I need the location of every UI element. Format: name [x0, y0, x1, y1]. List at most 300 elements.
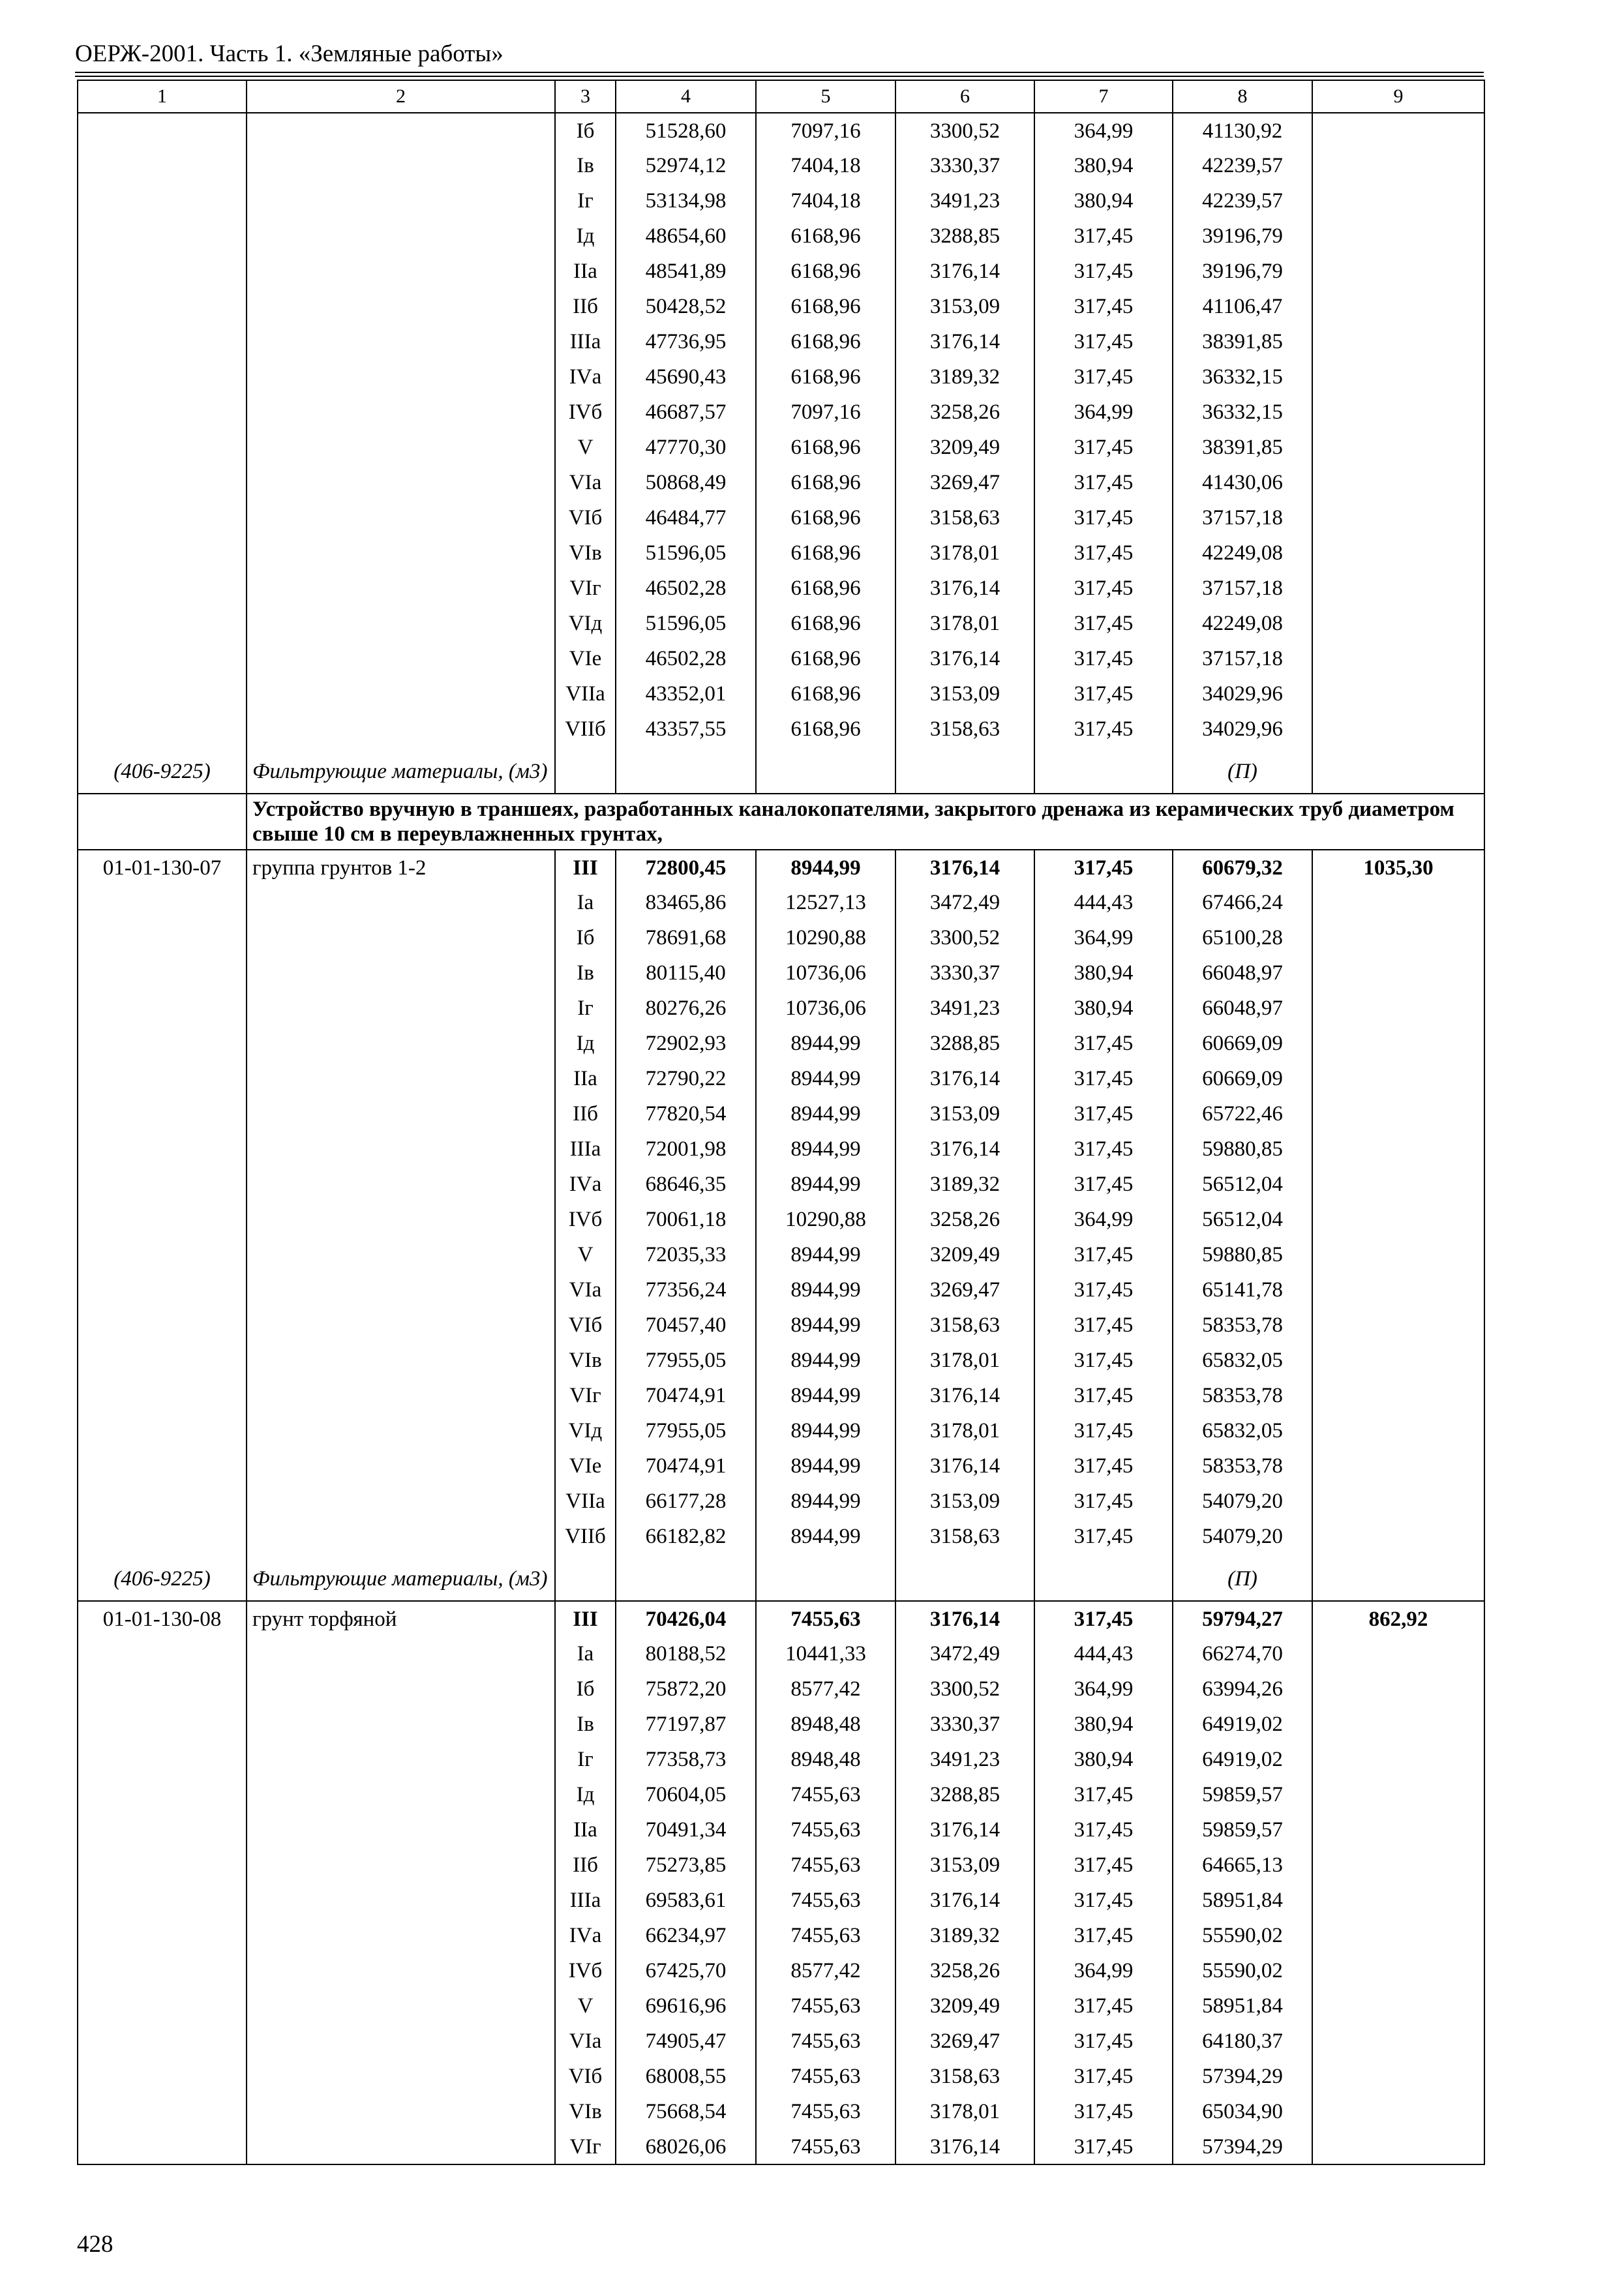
total-cost: 66177,28 — [616, 1484, 756, 1519]
empty-cell — [247, 465, 555, 500]
empty-cell — [78, 1883, 247, 1918]
empty-cell — [247, 289, 555, 324]
machinist-wages: 317,45 — [1034, 1448, 1173, 1484]
machinist-wages: 380,94 — [1034, 991, 1173, 1026]
wages: 7404,18 — [756, 183, 895, 218]
machinist-wages: 317,45 — [1034, 1918, 1173, 1953]
empty-cell — [1312, 1671, 1484, 1707]
machine-operation: 3491,23 — [895, 991, 1034, 1026]
machinist-wages: 317,45 — [1034, 1308, 1173, 1343]
soil-group: VIб — [555, 1308, 616, 1343]
soil-group: Iб — [555, 1671, 616, 1707]
total-cost: 46484,77 — [616, 500, 756, 535]
empty-cell — [1312, 2094, 1484, 2129]
wages: 6168,96 — [756, 500, 895, 535]
table-row — [78, 606, 1484, 641]
empty-cell — [1312, 148, 1484, 183]
soil-group: VIв — [555, 535, 616, 571]
machinist-wages: 317,45 — [1034, 1848, 1173, 1883]
empty-cell — [78, 2094, 247, 2129]
empty-cell — [78, 1096, 247, 1131]
wages: 6168,96 — [756, 254, 895, 289]
machinist-wages: 380,94 — [1034, 148, 1173, 183]
empty-cell — [78, 1308, 247, 1343]
soil-group: Iд — [555, 218, 616, 254]
machinist-wages: 317,45 — [1034, 2094, 1173, 2129]
empty-cell — [78, 500, 247, 535]
empty-cell — [247, 641, 555, 676]
empty-cell — [247, 1484, 555, 1519]
table-row — [78, 1202, 1484, 1237]
machine-operation: 3176,14 — [895, 1601, 1034, 1636]
machinist-wages: 317,45 — [1034, 1131, 1173, 1167]
machine-operation: 3158,63 — [895, 2059, 1034, 2094]
empty-cell — [247, 1812, 555, 1848]
empty-cell — [1312, 324, 1484, 359]
section-title: Устройство вручную в траншеях, разработанных каналокопателями, закрытого дренажа из керамических труб диаметром свыше 10 см в переувлажненных грунтах, — [247, 794, 1484, 850]
machine-operation: 3178,01 — [895, 535, 1034, 571]
machinist-wages: 317,45 — [1034, 359, 1173, 395]
machinist-wages: 364,99 — [1034, 1953, 1173, 1988]
empty-cell — [247, 1096, 555, 1131]
wages: 8944,99 — [756, 1167, 895, 1202]
table-row — [78, 1848, 1484, 1883]
empty-cell — [247, 1343, 555, 1378]
empty-cell — [247, 1777, 555, 1812]
empty-cell — [78, 1988, 247, 2024]
soil-group: Iб — [555, 920, 616, 955]
total-cost: 72800,45 — [616, 850, 756, 885]
materials: 58353,78 — [1173, 1378, 1312, 1413]
total-cost: 69583,61 — [616, 1883, 756, 1918]
machine-operation: 3330,37 — [895, 955, 1034, 991]
empty-cell — [78, 955, 247, 991]
total-cost: 77820,54 — [616, 1096, 756, 1131]
empty-cell — [247, 2129, 555, 2164]
machine-operation: 3209,49 — [895, 1988, 1034, 2024]
empty-cell — [78, 1812, 247, 1848]
empty-cell — [1312, 1096, 1484, 1131]
wages: 7455,63 — [756, 1988, 895, 2024]
empty-cell — [78, 1918, 247, 1953]
empty-cell — [1312, 1742, 1484, 1777]
machinist-wages: 380,94 — [1034, 1742, 1173, 1777]
table-row — [78, 1601, 1484, 1636]
soil-group: Iв — [555, 1707, 616, 1742]
machine-operation: 3178,01 — [895, 1343, 1034, 1378]
materials: 41430,06 — [1173, 465, 1312, 500]
wages: 7455,63 — [756, 2129, 895, 2164]
soil-group: VIг — [555, 571, 616, 606]
empty-cell — [555, 747, 616, 794]
wages: 10290,88 — [756, 920, 895, 955]
total-cost: 43357,55 — [616, 711, 756, 747]
soil-group: VIа — [555, 1272, 616, 1308]
table-row — [78, 465, 1484, 500]
soil-group: Iг — [555, 1742, 616, 1777]
total-cost: 47736,95 — [616, 324, 756, 359]
materials: 37157,18 — [1173, 571, 1312, 606]
machine-operation: 3176,14 — [895, 1883, 1034, 1918]
empty-cell — [616, 747, 756, 794]
materials: 37157,18 — [1173, 500, 1312, 535]
table-row — [78, 1519, 1484, 1554]
empty-cell — [78, 2129, 247, 2164]
soil-group: IIIа — [555, 324, 616, 359]
table-row — [78, 289, 1484, 324]
empty-cell — [78, 1519, 247, 1554]
materials: 34029,96 — [1173, 676, 1312, 711]
table-row — [78, 1742, 1484, 1777]
materials: 41130,92 — [1173, 113, 1312, 148]
soil-group: VIб — [555, 500, 616, 535]
empty-cell — [1312, 254, 1484, 289]
soil-group: VIIб — [555, 711, 616, 747]
materials: 60669,09 — [1173, 1026, 1312, 1061]
machinist-wages: 380,94 — [1034, 955, 1173, 991]
empty-cell — [78, 465, 247, 500]
total-cost: 53134,98 — [616, 183, 756, 218]
machine-operation: 3189,32 — [895, 1918, 1034, 1953]
empty-cell — [247, 1848, 555, 1883]
empty-cell — [78, 535, 247, 571]
machinist-wages: 317,45 — [1034, 711, 1173, 747]
empty-cell — [895, 747, 1034, 794]
total-cost: 75273,85 — [616, 1848, 756, 1883]
empty-cell — [247, 1953, 555, 1988]
machinist-wages: 317,45 — [1034, 2059, 1173, 2094]
empty-cell — [247, 218, 555, 254]
empty-cell — [247, 254, 555, 289]
wages: 8944,99 — [756, 1061, 895, 1096]
table-row — [78, 991, 1484, 1026]
empty-cell — [247, 1636, 555, 1671]
empty-cell — [247, 1707, 555, 1742]
materials: 59859,57 — [1173, 1812, 1312, 1848]
soil-group: VIIа — [555, 676, 616, 711]
soil-group: IIIа — [555, 1131, 616, 1167]
machine-operation: 3153,09 — [895, 1484, 1034, 1519]
wages: 6168,96 — [756, 606, 895, 641]
table-row — [78, 1953, 1484, 1988]
total-cost: 50428,52 — [616, 289, 756, 324]
empty-cell — [1312, 1202, 1484, 1237]
machinist-wages: 317,45 — [1034, 218, 1173, 254]
machinist-wages: 317,45 — [1034, 676, 1173, 711]
materials: 58353,78 — [1173, 1308, 1312, 1343]
total-cost: 51596,05 — [616, 606, 756, 641]
empty-cell — [78, 885, 247, 920]
table-row — [78, 1167, 1484, 1202]
materials: 67466,24 — [1173, 885, 1312, 920]
machine-operation: 3176,14 — [895, 850, 1034, 885]
empty-cell — [247, 1413, 555, 1448]
machine-operation: 3158,63 — [895, 1308, 1034, 1343]
soil-group: VIд — [555, 606, 616, 641]
soil-group: IIб — [555, 289, 616, 324]
section-title-row — [78, 794, 1484, 850]
rate-code: 01-01-130-07 — [78, 850, 247, 885]
materials: 41106,47 — [1173, 289, 1312, 324]
empty-cell — [247, 324, 555, 359]
wages: 8944,99 — [756, 1519, 895, 1554]
soil-group: IVа — [555, 1918, 616, 1953]
machinist-wages: 317,45 — [1034, 1167, 1173, 1202]
soil-group: IVа — [555, 1167, 616, 1202]
empty-cell — [247, 991, 555, 1026]
table-row — [78, 218, 1484, 254]
soil-group: Iд — [555, 1026, 616, 1061]
wages: 10736,06 — [756, 955, 895, 991]
soil-group: VIв — [555, 1343, 616, 1378]
empty-cell — [1312, 1272, 1484, 1308]
soil-group: IVа — [555, 359, 616, 395]
total-cost: 77955,05 — [616, 1413, 756, 1448]
filter-resource-code: (406-9225) — [78, 1554, 247, 1601]
empty-cell — [78, 794, 247, 850]
empty-cell — [78, 1777, 247, 1812]
materials: 34029,96 — [1173, 711, 1312, 747]
table-row — [78, 1343, 1484, 1378]
machinist-wages: 317,45 — [1034, 1519, 1173, 1554]
filter-materials-row — [78, 747, 1484, 794]
materials: 60679,32 — [1173, 850, 1312, 885]
materials: 57394,29 — [1173, 2129, 1312, 2164]
soil-group: IVб — [555, 395, 616, 430]
wages: 6168,96 — [756, 359, 895, 395]
machinist-wages: 317,45 — [1034, 850, 1173, 885]
empty-cell — [1312, 1554, 1484, 1601]
labor-cost: 1035,30 — [1312, 850, 1484, 885]
wages: 7455,63 — [756, 1918, 895, 1953]
machinist-wages: 317,45 — [1034, 1777, 1173, 1812]
empty-cell — [1312, 113, 1484, 148]
table-row — [78, 641, 1484, 676]
empty-cell — [78, 711, 247, 747]
empty-cell — [78, 324, 247, 359]
empty-cell — [1312, 1237, 1484, 1272]
soil-group: VIIб — [555, 1519, 616, 1554]
empty-cell — [78, 359, 247, 395]
empty-cell — [1312, 920, 1484, 955]
filter-resource-unit: (П) — [1173, 1554, 1312, 1601]
total-cost: 51596,05 — [616, 535, 756, 571]
total-cost: 70474,91 — [616, 1448, 756, 1484]
table-row — [78, 2059, 1484, 2094]
materials: 39196,79 — [1173, 254, 1312, 289]
empty-cell — [78, 676, 247, 711]
materials: 37157,18 — [1173, 641, 1312, 676]
soil-group: VIIа — [555, 1484, 616, 1519]
machine-operation: 3491,23 — [895, 1742, 1034, 1777]
machine-operation: 3153,09 — [895, 1848, 1034, 1883]
empty-cell — [247, 885, 555, 920]
filter-resource-name: Фильтрующие материалы, (м3) — [247, 747, 555, 794]
empty-cell — [78, 148, 247, 183]
machine-operation: 3158,63 — [895, 711, 1034, 747]
column-number: 3 — [555, 80, 616, 113]
total-cost: 70457,40 — [616, 1308, 756, 1343]
column-number: 9 — [1312, 80, 1484, 113]
wages: 6168,96 — [756, 641, 895, 676]
soil-group: Iа — [555, 885, 616, 920]
table-row — [78, 395, 1484, 430]
materials: 42249,08 — [1173, 606, 1312, 641]
machine-operation: 3176,14 — [895, 641, 1034, 676]
rate-name: грунт торфяной — [247, 1601, 555, 1636]
materials: 38391,85 — [1173, 324, 1312, 359]
total-cost: 66182,82 — [616, 1519, 756, 1554]
empty-cell — [78, 1707, 247, 1742]
table-row — [78, 2129, 1484, 2164]
empty-cell — [78, 920, 247, 955]
table-row — [78, 2094, 1484, 2129]
materials: 56512,04 — [1173, 1202, 1312, 1237]
soil-group: V — [555, 1237, 616, 1272]
empty-cell — [1034, 1554, 1173, 1601]
column-number: 4 — [616, 80, 756, 113]
empty-cell — [616, 1554, 756, 1601]
soil-group: V — [555, 1988, 616, 2024]
empty-cell — [247, 1378, 555, 1413]
total-cost: 66234,97 — [616, 1918, 756, 1953]
machine-operation: 3491,23 — [895, 183, 1034, 218]
soil-group: V — [555, 430, 616, 465]
machine-operation: 3153,09 — [895, 1096, 1034, 1131]
table-row — [78, 359, 1484, 395]
empty-cell — [1312, 1131, 1484, 1167]
rate-code: 01-01-130-08 — [78, 1601, 247, 1636]
machinist-wages: 317,45 — [1034, 641, 1173, 676]
empty-cell — [1312, 1636, 1484, 1671]
materials: 65141,78 — [1173, 1272, 1312, 1308]
empty-cell — [1312, 1519, 1484, 1554]
wages: 8948,48 — [756, 1707, 895, 1742]
total-cost: 77955,05 — [616, 1343, 756, 1378]
empty-cell — [247, 183, 555, 218]
materials: 57394,29 — [1173, 2059, 1312, 2094]
table-row — [78, 1812, 1484, 1848]
empty-cell — [1312, 2059, 1484, 2094]
empty-cell — [1312, 1308, 1484, 1343]
table-row — [78, 254, 1484, 289]
machine-operation: 3176,14 — [895, 2129, 1034, 2164]
machine-operation: 3176,14 — [895, 1131, 1034, 1167]
empty-cell — [1312, 500, 1484, 535]
empty-cell — [1312, 2024, 1484, 2059]
empty-cell — [247, 1671, 555, 1707]
soil-group: III — [555, 850, 616, 885]
machine-operation: 3269,47 — [895, 1272, 1034, 1308]
machine-operation: 3288,85 — [895, 218, 1034, 254]
total-cost: 43352,01 — [616, 676, 756, 711]
machine-operation: 3176,14 — [895, 324, 1034, 359]
wages: 8944,99 — [756, 1026, 895, 1061]
empty-cell — [78, 571, 247, 606]
total-cost: 75872,20 — [616, 1671, 756, 1707]
empty-cell — [247, 113, 555, 148]
empty-cell — [1312, 218, 1484, 254]
materials: 65100,28 — [1173, 920, 1312, 955]
machine-operation: 3153,09 — [895, 676, 1034, 711]
table-row — [78, 1061, 1484, 1096]
wages: 6168,96 — [756, 676, 895, 711]
wages: 10736,06 — [756, 991, 895, 1026]
empty-cell — [78, 1202, 247, 1237]
soil-group: VIд — [555, 1413, 616, 1448]
empty-cell — [247, 1519, 555, 1554]
machine-operation: 3176,14 — [895, 1448, 1034, 1484]
empty-cell — [78, 2024, 247, 2059]
wages: 8948,48 — [756, 1742, 895, 1777]
table-row — [78, 1026, 1484, 1061]
empty-cell — [78, 2059, 247, 2094]
empty-cell — [247, 148, 555, 183]
table-row — [78, 324, 1484, 359]
total-cost: 45690,43 — [616, 359, 756, 395]
machinist-wages: 364,99 — [1034, 920, 1173, 955]
empty-cell — [78, 218, 247, 254]
total-cost: 51528,60 — [616, 113, 756, 148]
header-rule-double — [75, 76, 1484, 77]
soil-group: Iг — [555, 183, 616, 218]
soil-group: Iг — [555, 991, 616, 1026]
empty-cell — [1312, 289, 1484, 324]
empty-cell — [1312, 711, 1484, 747]
empty-cell — [1312, 1848, 1484, 1883]
column-number: 7 — [1034, 80, 1173, 113]
soil-group: IIб — [555, 1848, 616, 1883]
table-row — [78, 1448, 1484, 1484]
table-row — [78, 1988, 1484, 2024]
machine-operation: 3209,49 — [895, 1237, 1034, 1272]
materials: 64665,13 — [1173, 1848, 1312, 1883]
total-cost: 67425,70 — [616, 1953, 756, 1988]
empty-cell — [78, 1413, 247, 1448]
machine-operation: 3472,49 — [895, 1636, 1034, 1671]
empty-cell — [1312, 183, 1484, 218]
empty-cell — [247, 1237, 555, 1272]
total-cost: 48654,60 — [616, 218, 756, 254]
empty-cell — [247, 1131, 555, 1167]
wages: 8944,99 — [756, 1413, 895, 1448]
soil-group: III — [555, 1601, 616, 1636]
soil-group: VIе — [555, 641, 616, 676]
wages: 6168,96 — [756, 571, 895, 606]
machinist-wages: 317,45 — [1034, 1413, 1173, 1448]
empty-cell — [78, 1272, 247, 1308]
empty-cell — [1312, 1413, 1484, 1448]
machinist-wages: 317,45 — [1034, 1026, 1173, 1061]
total-cost: 68026,06 — [616, 2129, 756, 2164]
total-cost: 70491,34 — [616, 1812, 756, 1848]
soil-group: Iв — [555, 148, 616, 183]
empty-cell — [247, 430, 555, 465]
machine-operation: 3300,52 — [895, 113, 1034, 148]
empty-cell — [78, 1343, 247, 1378]
machinist-wages: 317,45 — [1034, 2024, 1173, 2059]
empty-cell — [1312, 885, 1484, 920]
empty-cell — [247, 535, 555, 571]
empty-cell — [1312, 955, 1484, 991]
total-cost: 68646,35 — [616, 1167, 756, 1202]
empty-cell — [1312, 430, 1484, 465]
empty-cell — [247, 571, 555, 606]
table-row — [78, 1272, 1484, 1308]
table-row — [78, 1237, 1484, 1272]
soil-group: IVб — [555, 1202, 616, 1237]
total-cost: 70061,18 — [616, 1202, 756, 1237]
